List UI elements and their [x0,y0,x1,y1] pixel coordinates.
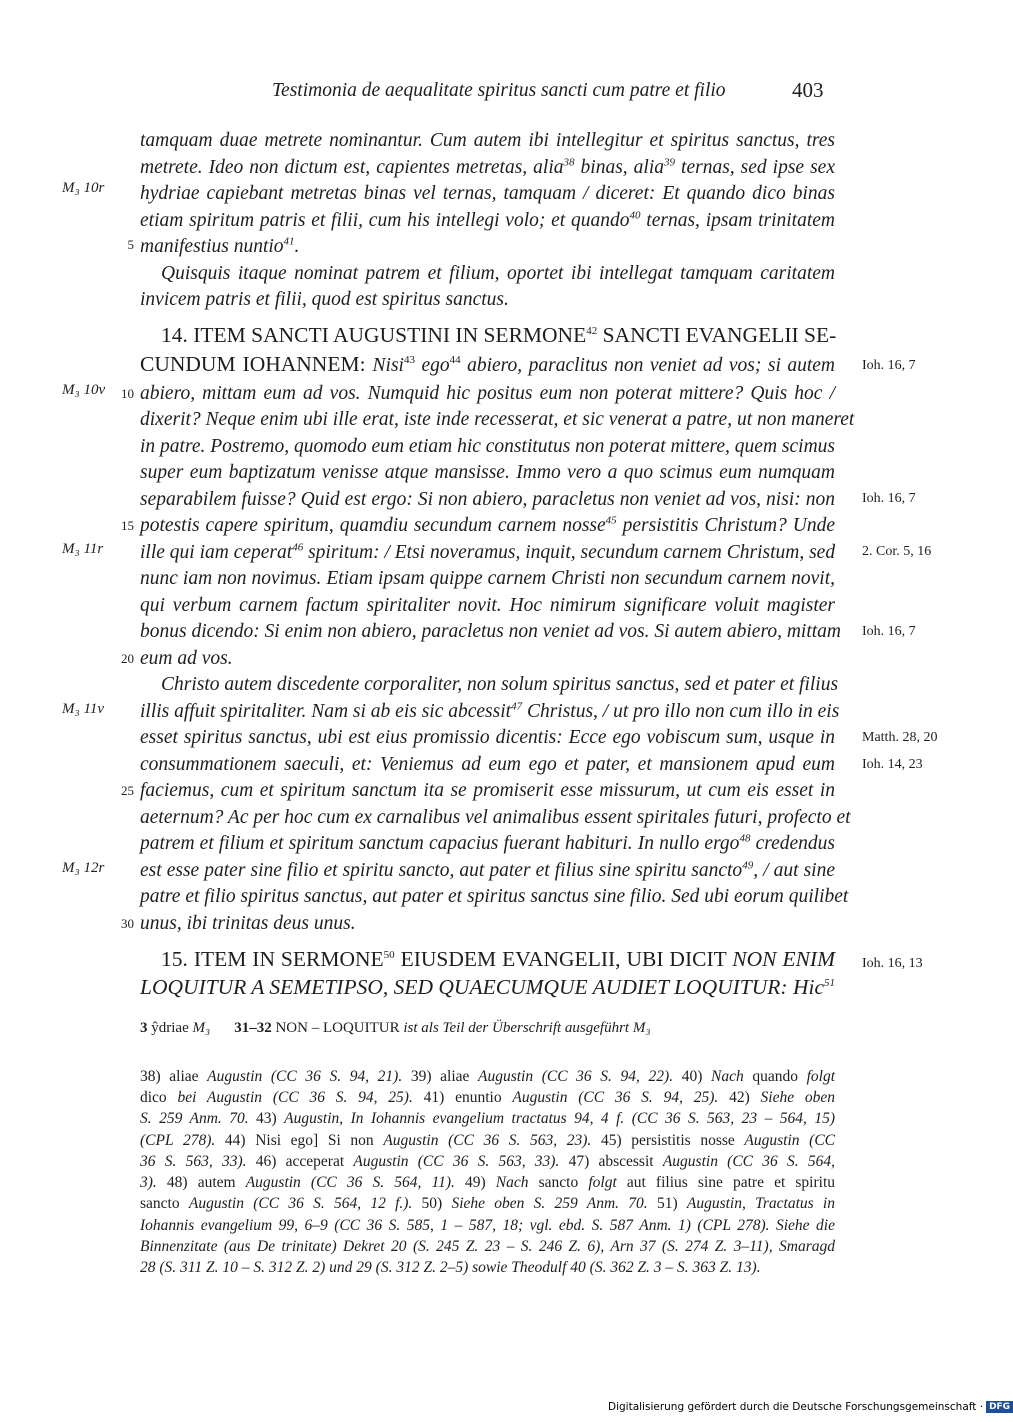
section-heading-15-cont: LOQUITUR A SEMETIPSO, SED QUAECUMQUE AUDIET LOQUITUR: Hic$^{51}$ [140,975,835,999]
section-heading-14: 14. ITEM SANCTI AUGUSTINI IN SERMONE$^{42}$ SANCTI EVANGELII SE- [161,323,837,347]
footnote-marker: 43 [403,353,415,366]
footnote-marker: 49 [742,859,754,872]
text-line: ille qui iam ceperat$^{46}$ spiritum: / Etsi noveramus, inquit, secundum carnem Christum, sed [140,541,836,563]
footnote-marker: 46 [292,541,304,554]
text-line: separabilem fuisse? Quid est ergo: Si non abiero, paracletus non veniet ad vos, nisi: non [140,489,835,510]
dfg-logo: DFG [986,1401,1013,1413]
footnote-line: S. 259 Anm. 70. 43) Augustin, In Iohannis evangelium tractatus 94, 4 f. (CC 36 S. 563, 23 – 564, 15) [140,1110,836,1127]
footnote-line: 3). 48) autem Augustin (CC 36 S. 564, 11). 49) Nach sancto folgt aut filius sine patre et spiritu [140,1174,835,1191]
ms-marker: M₃ 10r [62,180,105,196]
ms-marker: M₃ 10v [62,382,106,398]
footnote-marker: 39 [664,156,676,169]
footnote-marker: 48 [739,832,751,845]
section-heading-14-cont: CUNDUM IOHANNEM: Nisi$^{43}$ ego$^{44}$ abiero, paraclitus non veniet ad vos; si autem [140,352,835,376]
scripture-ref: Ioh. 16, 7 [862,358,916,373]
text-line: esset spiritus sanctus, ubi est eius promissio dicentis: Ecce ego vobiscum sum, usque in [140,727,835,748]
text-line: unus, ibi trinitas deus unus. [140,913,356,934]
text-line: super eum baptizatum venisse atque mansisse. Immo vero a quo scimus eum numquam [140,462,835,483]
footnote-marker: 40 [629,209,641,222]
footnote-line: sancto Augustin (CC 36 S. 564, 12 f.). 50) Siehe oben S. 259 Anm. 70. 51) Augustin, Tractatus in [140,1195,835,1212]
text-line: aeternum? Ac per hoc cum ex carnalibus vel animalibus essent spiritales futuri, profecto et [140,807,851,828]
text-line: Quisquis itaque nominat patrem et filium, oportet ibi intellegat tamquam caritatem [161,263,835,284]
text-line: bonus dicendo: Si enim non abiero, paracletus non veniet ad vos. Si autem abiero, mittam [140,621,841,642]
footnote-line: (CPL 278). 44) Nisi ego] Si non Augustin (CC 36 S. 563, 23). 45) persistitis nosse Augustin (CC [140,1132,836,1149]
text-line: in patre. Postremo, quomodo eum etiam hic constitutus non poterat mittere, quem scimus [140,436,835,457]
footnote-marker: 47 [511,700,523,713]
footnote-marker: 38 [563,156,575,169]
running-title: Testimonia de aequalitate spiritus sancti cum patre et filio [272,80,726,101]
text-line: illis affuit spiritaliter. Nam si ab eis sic abcessit$^{47}$ Christus, / ut pro illo non cum illo in eis [140,700,840,722]
digitization-footer: Digitalisierung gefördert durch die Deutsche Forschungsgemeinschaft · DFG [608,1401,1013,1413]
footnote-marker: 50 [383,948,395,961]
text-line: abiero, mittam eum ad vos. Numquid hic positus eum non poterat mittere? Quis hoc / [140,383,835,404]
footnote-marker: 51 [824,976,835,989]
section-heading-15: 15. ITEM IN SERMONE$^{50}$ EIUSDEM EVANGELII, UBI DICIT NON ENIM [161,947,835,971]
text-line: est esse pater sine filio et spiritu sancto, aut pater et filius sine spiritu sancto$^{49}$, / aut sine [140,859,835,881]
text-line: metrete. Ideo non dictum est, capientes metretas, alia$^{38}$ binas, alia$^{39}$ ternas, sed ipse sex [140,156,835,178]
page-number: 403 [792,78,824,102]
scripture-ref: Ioh. 14, 23 [862,757,923,772]
text-line: consummationem saeculi, et: Veniemus ad eum ego et pater, et mansionem apud eum [140,754,835,775]
text-line: dixerit? Neque enim ubi ille erat, iste inde recesserat, et sic venerat a patre, ut non maneret [140,409,855,430]
footnote-line: 38) aliae Augustin (CC 36 S. 94, 21). 39) aliae Augustin (CC 36 S. 94, 22). 40) Nach quando folgt [140,1068,835,1085]
line-number: 20 [121,651,134,666]
ms-marker: M₃ 12r [62,860,105,876]
footnote-line: Binnenzitate (aus De trinitate) Dekret 20 (S. 245 Z. 23 – S. 246 Z. 6), Arn 37 (S. 274 Z. 3–11), Smaragd [140,1238,835,1255]
line-number: 25 [121,783,134,798]
text-line: patrem et filium et spiritum sanctum capacius fuerant habituri. In nullo ergo$^{48}$ credendus [140,832,835,854]
scripture-ref: 2. Cor. 5, 16 [862,544,932,559]
text-line: tamquam duae metrete nominantur. Cum autem ibi intellegitur et spiritus sanctus, tres [140,130,835,151]
text-line: hydriae capiebant metretas binas vel ternas, tamquam / diceret: Et quando dico binas [140,183,835,204]
line-number: 10 [121,386,134,401]
footnote-line: Iohannis evangelium 99, 6–9 (CC 36 S. 585, 1 – 587, 18; vgl. ebd. S. 587 Anm. 1) (CPL 278). Siehe die [140,1217,835,1234]
footnote-line: dico bei Augustin (CC 36 S. 94, 25). 41) enuntio Augustin (CC 36 S. 94, 25). 42) Siehe oben [140,1089,835,1106]
line-number: 5 [127,237,134,252]
text-line: nunc iam non novimus. Etiam ipsam quippe carnem Christi non secundum carnem novit, [140,568,835,589]
text-line: qui verbum carnem factum spiritaliter novit. Hoc nimirum significare voluit magister [140,595,835,616]
text-line: etiam spiritum patris et filii, cum his intellegi volo; et quando$^{40}$ ternas, ipsam trinitatem [140,209,835,231]
text-line: Christo autem discedente corporaliter, non solum spiritus sanctus, sed et pater et filius [161,674,839,695]
footnote-marker: 41 [283,235,295,248]
footnote-marker: 45 [605,514,617,527]
footnote-line: 36 S. 563, 33). 46) acceperat Augustin (CC 36 S. 563, 33). 47) abscessit Augustin (CC 36 S. 564, [140,1153,835,1170]
line-number: 15 [121,518,134,533]
text-line: eum ad vos. [140,648,233,669]
scripture-ref: Ioh. 16, 7 [862,491,916,506]
ms-marker: M₃ 11v [62,701,105,717]
footnote-marker: 42 [586,324,598,337]
line-number: 30 [121,916,134,931]
critical-apparatus: 3 ŷdriae M₃ 31–32 NON – LOQUITUR ist als Teil der Überschrift ausgeführt M₃ [140,1020,651,1036]
text-line: invicem patris et filii, quod est spiritus sanctus. [140,289,509,310]
text-line: patre et filio spiritus sanctus, aut pater et spiritus sanctus sine filio. Sed ubi eorum quilibet [140,886,849,907]
text-line: potestis capere spiritum, quamdiu secundum carnem nosse$^{45}$ persistitis Christum? Unde [140,514,835,536]
scripture-ref: Matth. 28, 20 [862,730,938,745]
scripture-ref: Ioh. 16, 7 [862,624,916,639]
ms-marker: M₃ 11r [62,541,104,557]
text-line: manifestius nuntio$^{41}$. [140,235,300,257]
footnote-marker: 44 [449,353,461,366]
text-line: faciemus, cum et spiritum sanctum ita se promiserit esse missurum, ut cum eis esset in [140,780,835,801]
scripture-ref: Ioh. 16, 13 [862,956,923,971]
footnote-line: 28 (S. 311 Z. 10 – S. 312 Z. 2) und 29 (S. 312 Z. 2–5) sowie Theodulf 40 (S. 362 Z. 3 – S. 363 Z. 13). [140,1259,761,1276]
